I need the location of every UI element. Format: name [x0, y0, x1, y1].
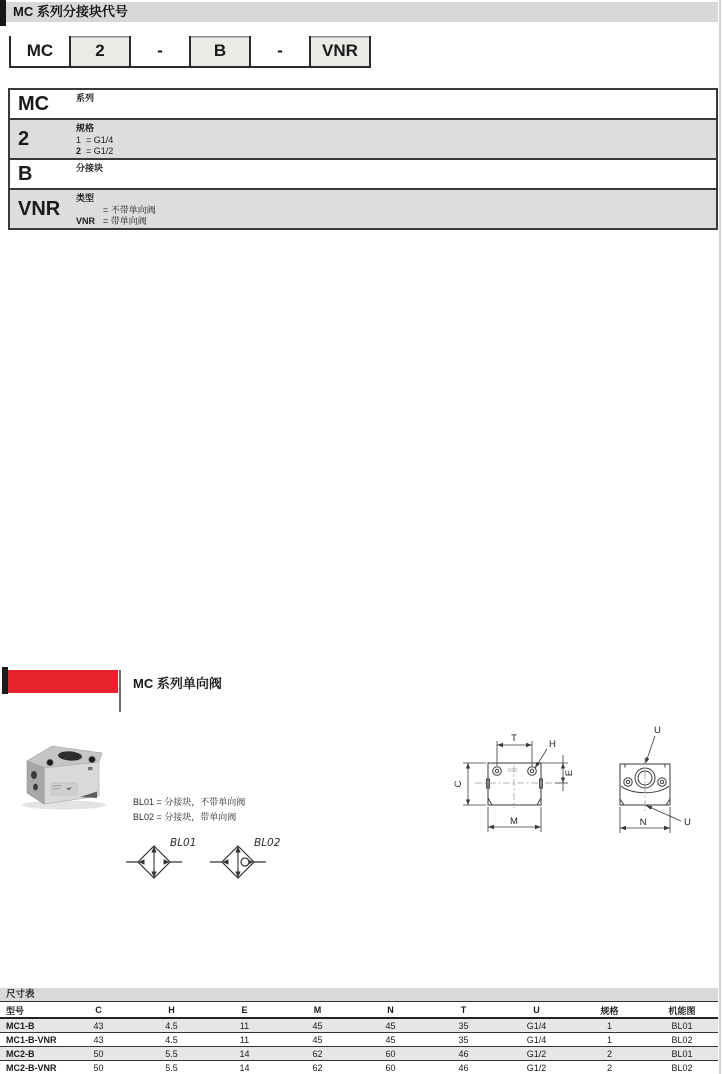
- legend-code: VNR: [18, 197, 61, 220]
- note-bl02: BL02 = 分接块，带单向阀: [133, 812, 237, 822]
- legend-option: = 不带单向阀: [103, 204, 156, 215]
- cell: 60: [354, 1061, 427, 1074]
- cell: 4.5: [135, 1018, 208, 1033]
- cell: 45: [354, 1033, 427, 1047]
- legend-row-block: [10, 158, 716, 188]
- legend-title: 规格: [76, 123, 95, 133]
- cell: 14: [208, 1047, 281, 1061]
- cell: 5.5: [135, 1061, 208, 1074]
- cell: 2: [573, 1061, 646, 1074]
- cell-model: MC1-B: [0, 1018, 62, 1033]
- cell: G1/2: [500, 1061, 573, 1074]
- header-accent-stub: [0, 0, 6, 26]
- col-header: 机能图: [646, 1003, 718, 1018]
- front-view-drawing: [448, 715, 596, 847]
- cell: 46: [427, 1061, 500, 1074]
- cell: 45: [354, 1018, 427, 1033]
- dim-table-title: 尺寸表: [6, 989, 35, 1000]
- cell: 62: [281, 1047, 354, 1061]
- legend-code: B: [18, 162, 33, 185]
- col-header: C: [62, 1003, 135, 1018]
- cell: 11: [208, 1033, 281, 1047]
- dim-label-M: M: [510, 816, 518, 827]
- dimension-table: [0, 1003, 718, 1074]
- cell: BL01: [646, 1047, 718, 1061]
- code-segment-type: VNR: [311, 36, 371, 66]
- cell: 5.5: [135, 1047, 208, 1061]
- cell: G1/4: [500, 1018, 573, 1033]
- cell: 43: [62, 1018, 135, 1033]
- cell: 2: [573, 1047, 646, 1061]
- cell: 62: [281, 1061, 354, 1074]
- legend-title: 类型: [76, 193, 95, 203]
- cell: 43: [62, 1033, 135, 1047]
- dim-label-E: E: [564, 769, 575, 777]
- cell: G1/4: [500, 1033, 573, 1047]
- code-segment-block: B: [191, 36, 251, 66]
- page-title: MC 系列分接块代号: [13, 4, 128, 19]
- col-header: H: [135, 1003, 208, 1018]
- cell-model: MC2-B-VNR: [0, 1061, 62, 1074]
- legend-option: 2 = G1/2: [76, 146, 114, 156]
- legend-code: 2: [18, 127, 30, 150]
- table-row: [0, 1018, 718, 1033]
- page-header: [0, 2, 718, 22]
- col-header: 规格: [573, 1003, 646, 1018]
- cell: 46: [427, 1047, 500, 1061]
- cell: 14: [208, 1061, 281, 1074]
- col-header: T: [427, 1003, 500, 1018]
- dim-label-U-bottom: U: [684, 817, 691, 828]
- code-segment-dash1: -: [131, 36, 191, 66]
- legend-option: 1 = G1/4: [76, 134, 114, 145]
- product-photo: [14, 736, 110, 812]
- cell: 60: [354, 1047, 427, 1061]
- code-segment-series: MC: [9, 36, 71, 66]
- cell: 35: [427, 1033, 500, 1047]
- section-red-bar: [8, 670, 118, 693]
- symbol-label-bl02: BL02: [254, 837, 281, 849]
- cell: 35: [427, 1018, 500, 1033]
- code-legend-table: [8, 88, 718, 230]
- legend-option: VNR = 带单向阀: [76, 216, 147, 226]
- dim-label-U-top: U: [654, 725, 661, 736]
- col-header: N: [354, 1003, 427, 1018]
- cell: 11: [208, 1018, 281, 1033]
- dim-label-C: C: [453, 780, 464, 788]
- cell: BL02: [646, 1061, 718, 1074]
- table-row: [0, 1047, 718, 1061]
- cell: 50: [62, 1061, 135, 1074]
- section-title: MC 系列单向阀: [133, 676, 222, 691]
- col-header: E: [208, 1003, 281, 1018]
- page-edge-line: [719, 0, 721, 1074]
- legend-title: 系列: [76, 93, 95, 103]
- legend-code: MC: [18, 92, 50, 115]
- legend-row-size: [10, 118, 716, 158]
- table-row: [0, 1061, 718, 1074]
- cell: 1: [573, 1018, 646, 1033]
- cell: 45: [281, 1033, 354, 1047]
- dim-label-N: N: [639, 817, 647, 828]
- col-header: U: [500, 1003, 573, 1018]
- cell: BL01: [646, 1018, 718, 1033]
- legend-title: 分接块: [76, 163, 104, 173]
- col-header: M: [281, 1003, 354, 1018]
- dim-table-title-bar: [0, 988, 718, 1002]
- legend-row-type: [10, 188, 716, 228]
- section-divider-line: [119, 670, 121, 712]
- cell-model: MC1-B-VNR: [0, 1033, 62, 1047]
- dim-label-T: T: [511, 733, 517, 744]
- note-bl01: BL01 = 分接块，不带单向阀: [133, 797, 246, 807]
- code-segment-dash2: -: [251, 36, 311, 66]
- dim-header-row: [0, 1003, 718, 1018]
- legend-row-series: [10, 90, 716, 118]
- cell: BL02: [646, 1033, 718, 1047]
- symbol-label-bl01: BL01: [170, 837, 197, 849]
- engraving-mark: [508, 769, 517, 772]
- dim-label-H: H: [549, 739, 556, 750]
- top-view-drawing: [594, 715, 722, 847]
- cell: 45: [281, 1018, 354, 1033]
- cell: 4.5: [135, 1033, 208, 1047]
- model-code-strip: [9, 36, 371, 68]
- col-header: 型号: [0, 1003, 62, 1018]
- cell: G1/2: [500, 1047, 573, 1061]
- cell-model: MC2-B: [0, 1047, 62, 1061]
- table-row: [0, 1033, 718, 1047]
- code-segment-size: 2: [71, 36, 131, 66]
- cell: 1: [573, 1033, 646, 1047]
- cell: 50: [62, 1047, 135, 1061]
- variant-notes: [133, 795, 245, 825]
